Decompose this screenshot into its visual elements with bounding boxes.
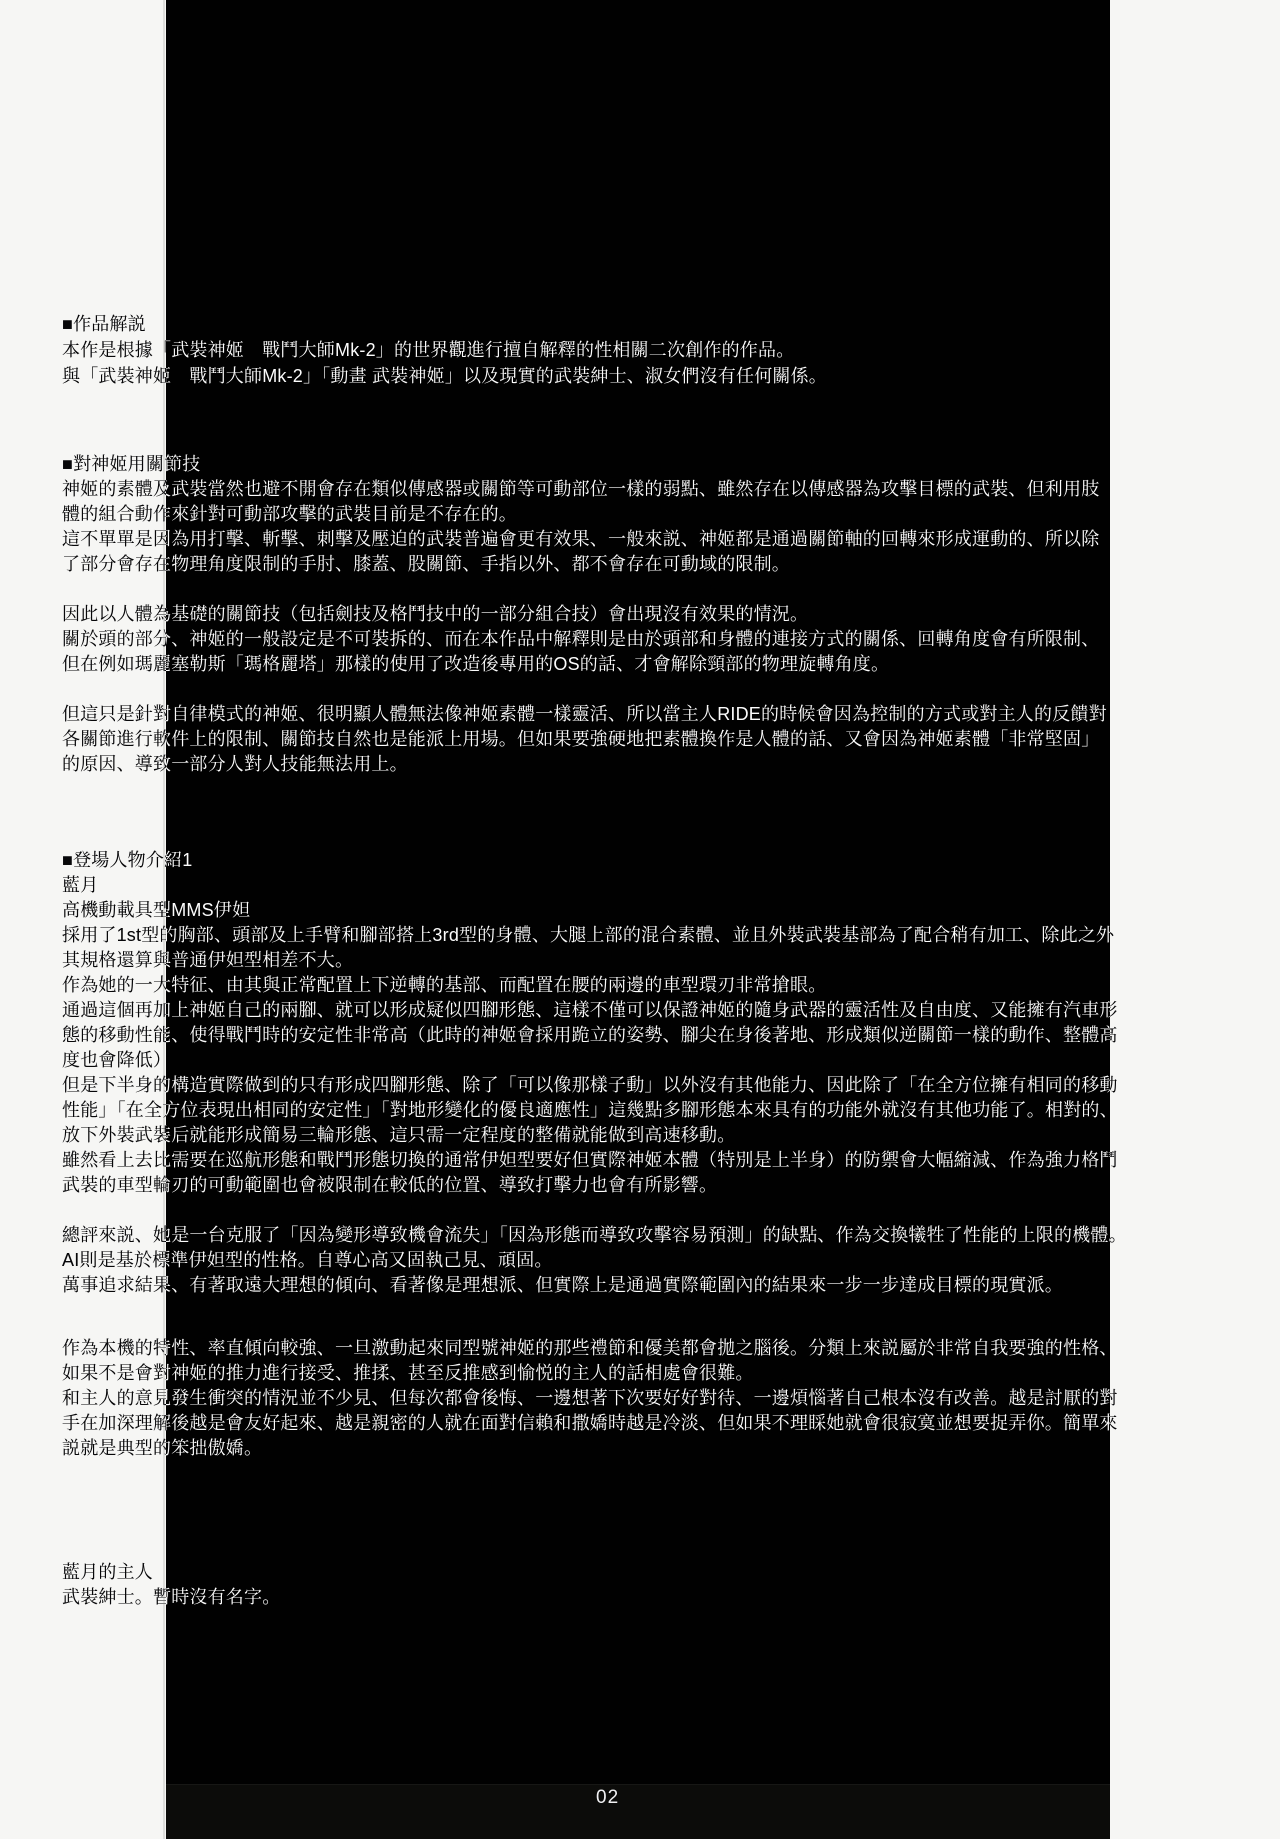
text-line: 作為她的一大特征、由其與正常配置上下逆轉的基部、而配置在腰的兩邊的車型環刃非常搶眼。: [62, 975, 827, 995]
text-line: 如果不是會對神姬的推力進行接受、推揉、甚至反推感到愉悦的主人的話相處會很難。: [62, 1363, 754, 1383]
section-character-personality: [62, 1336, 1118, 1461]
text-line: 因此以人體為基礎的關節技（包括劍技及格鬥技中的一部分組合技）會出現沒有效果的情況。: [62, 604, 809, 624]
text-line: 度也會降低）: [62, 1050, 172, 1070]
text-line: 高機動載具型MMS伊妲: [62, 900, 251, 920]
text-line: 作為本機的特性、率直傾向較強、一旦激動起來同型號神姬的那些禮節和優美都會拋之腦後。分類上來説屬於非常自我要強的性格、: [62, 1338, 1118, 1358]
text-line: 神姬的素體及武裝當然也避不開會存在類似傳感器或關節等可動部位一樣的弱點、雖然存在以傳感器為攻擊目標的武裝、但利用肢: [62, 479, 1100, 499]
page-number: 02: [596, 1787, 620, 1808]
text-line: 各關節進行軟件上的限制、關節技自然也是能派上用場。但如果要強硬地把素體換作是人體的話、又會因為神姬素體「非常堅固」: [62, 729, 1100, 749]
text-line: 關於頭的部分、神姬的一般設定是不可裝拆的、而在本作品中解釋則是由於頭部和身體的連接方式的關係、回轉角度會有所限制、: [62, 629, 1100, 649]
text-line: [62, 1198, 1127, 1223]
text-line: 通過這個再加上神姬自己的兩腳、就可以形成疑似四腳形態、這樣不僅可以保證神姬的隨身武器的靈活性及自由度、又能擁有汽車形: [62, 1000, 1118, 1020]
text-line: ■對神姬用關節技: [62, 454, 201, 474]
text-line: 與「武裝神姬 戰鬥大師Mk-2」「動畫 武裝神姬」以及現實的武裝紳士、淑女們沒有任何關係。: [62, 366, 827, 386]
text-line: 藍月: [62, 875, 99, 895]
text-line: ■登場人物介紹1: [62, 850, 193, 870]
text-line: [62, 577, 1107, 602]
text-line: 手在加深理解後越是會友好起來、越是親密的人就在面對信賴和撒嬌時越是冷淡、但如果不理睬她就會很寂寞並想要捉弄你。簡單來: [62, 1413, 1118, 1433]
text-line: 但在例如瑪麗塞勒斯「瑪格麗塔」那樣的使用了改造後專用的OS的話、才會解除頸部的物理旋轉角度。: [62, 654, 890, 674]
text-line: 其規格還算與普通伊妲型相差不大。: [62, 950, 354, 970]
text-line: 武裝紳士。暫時沒有名字。: [62, 1587, 281, 1607]
text-line: 武裝的車型輪刃的可動範圍也會被限制在較低的位置、導致打擊力也會有所影響。: [62, 1175, 718, 1195]
text-line: 這不單單是因為用打擊、斬擊、刺擊及壓迫的武裝普遍會更有效果、一般來説、神姬都是通過關節軸的回轉來形成運動的、所以除: [62, 529, 1100, 549]
text-line: 藍月的主人: [62, 1562, 153, 1582]
text-line: ■作品解説: [62, 314, 146, 334]
text-line: 性能」「在全方位表現出相同的安定性」「對地形變化的優良適應性」這幾點多腳形態本來具有的功能外就沒有其他功能了。相對的、: [62, 1100, 1118, 1120]
text-line: AI則是基於標準伊妲型的性格。自尊心高又固執己見、頑固。: [62, 1250, 553, 1270]
section-joint-techniques: [62, 452, 1107, 777]
text-line: 總評來説、她是一台克服了「因為變形導致機會流失」「因為形態而導致攻擊容易預測」的缺點、作為交換犧牲了性能的上限的機體。: [62, 1225, 1127, 1245]
text-line: 採用了1st型的胸部、頭部及上手臂和腳部搭上3rd型的身體、大腿上部的混合素體、並且外裝武裝基部為了配合稍有加工、除此之外: [62, 925, 1115, 945]
text-line: 萬事追求結果、有著取遠大理想的傾向、看著像是理想派、但實際上是通過實際範圍內的結果來一步一步達成目標的現實派。: [62, 1275, 1063, 1295]
text-line: 體的組合動作來針對可動部攻擊的武裝目前是不存在的。: [62, 504, 517, 524]
text-line: 本作是根據「武裝神姬 戰鬥大師Mk-2」的世界觀進行擅自解釋的性相關二次創作的作品。: [62, 340, 795, 360]
text-line: 但是下半身的構造實際做到的只有形成四腳形態、除了「可以像那樣子動」以外沒有其他能力、因此除了「在全方位擁有相同的移動: [62, 1075, 1118, 1095]
text-line: 放下外裝武裝后就能形成簡易三輪形態、這只需一定程度的整備就能做到高速移動。: [62, 1125, 736, 1145]
section-master-note: [62, 1560, 280, 1610]
text-line: 和主人的意見發生衝突的情況並不少見、但每次都會後悔、一邊想著下次要好好對待、一邊煩惱著自己根本沒有改善。越是討厭的對: [62, 1388, 1118, 1408]
text-line: 説就是典型的笨拙傲嬌。: [62, 1438, 263, 1458]
text-line: 態的移動性能、使得戰鬥時的安定性非常高（此時的神姬會採用跪立的姿勢、腳尖在身後著地、形成類似逆關節一樣的動作、整體高: [62, 1025, 1118, 1045]
text-line: 但這只是針對自律模式的神姬、很明顯人體無法像神姬素體一樣靈活、所以當主人RIDE的時候會因為控制的方式或對主人的反饋對: [62, 704, 1107, 724]
text-line: 了部分會存在物理角度限制的手肘、膝蓋、股關節、手指以外、都不會存在可動域的限制。: [62, 554, 790, 574]
text-line: 雖然看上去比需要在巡航形態和戰鬥形態切換的通常伊妲型要好但實際神姬本體（特別是上半身）的防禦會大幅縮減、作為強力格鬥: [62, 1150, 1118, 1170]
section-work-commentary: [62, 311, 827, 389]
section-character-intro: [62, 848, 1127, 1298]
text-line: [62, 677, 1107, 702]
text-line: 的原因、導致一部分人對人技能無法用上。: [62, 754, 408, 774]
